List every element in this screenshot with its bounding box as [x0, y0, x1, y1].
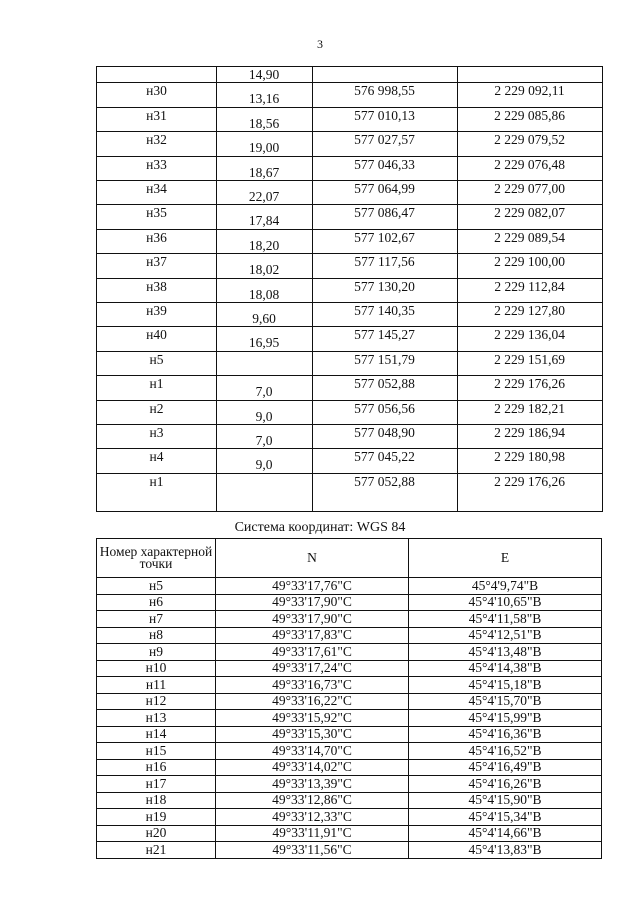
point-label: н40 — [146, 327, 167, 343]
row-divider — [97, 375, 602, 376]
point-number-cell: н21 — [97, 842, 216, 859]
row-divider — [97, 204, 602, 205]
table-row — [97, 594, 602, 611]
coordinate-y: 2 229 085,86 — [494, 107, 565, 123]
coordinate-x: 577 052,88 — [354, 376, 415, 392]
table-row — [97, 776, 602, 793]
longitude-cell: 45°4'15,34"В — [409, 809, 602, 826]
coordinate-y: 2 229 176,26 — [494, 473, 565, 489]
longitude-cell: 45°4'11,58"В — [409, 611, 602, 628]
coordinate-y: 2 229 151,69 — [494, 351, 565, 367]
point-label: н4 — [149, 449, 164, 465]
point-number-cell: н10 — [97, 660, 216, 677]
coordinate-x: 577 140,35 — [354, 303, 415, 318]
row-divider — [97, 473, 602, 474]
coordinate-x: 577 130,20 — [354, 278, 415, 294]
point-number-cell: н9 — [97, 644, 216, 661]
coordinate-x: 577 102,67 — [354, 229, 415, 245]
latitude-cell: 49°33'17,61"С — [216, 644, 409, 661]
header-point-number: Номер характерной точки — [97, 539, 216, 578]
segment-length: 9,0 — [255, 457, 273, 473]
coordinate-y: 2 229 077,00 — [494, 181, 565, 196]
latitude-cell: 49°33'16,22"С — [216, 693, 409, 710]
coordinate-y: 2 229 092,11 — [494, 83, 565, 99]
latitude-cell: 49°33'14,70"С — [216, 743, 409, 760]
point-label: н32 — [146, 132, 167, 148]
table-row — [97, 792, 602, 809]
longitude-cell: 45°4'13,83"В — [409, 842, 602, 859]
segment-length: 18,67 — [248, 164, 280, 180]
coordinate-x: 577 151,79 — [354, 351, 415, 367]
coordinate-x: 577 045,22 — [354, 449, 415, 465]
segment-length: 7,0 — [255, 433, 273, 448]
table-row — [97, 809, 602, 826]
latitude-cell: 49°33'11,91"С — [216, 825, 409, 842]
coordinate-y: 2 229 112,84 — [494, 278, 565, 294]
point-number-cell: н12 — [97, 693, 216, 710]
table-row — [97, 677, 602, 694]
longitude-cell: 45°4'16,49"В — [409, 759, 602, 776]
table-row — [97, 743, 602, 760]
row-divider — [97, 302, 602, 303]
segment-length: 13,16 — [248, 91, 280, 107]
longitude-cell: 45°4'14,66"В — [409, 825, 602, 842]
point-label: н2 — [149, 400, 164, 416]
coordinate-x: 577 117,56 — [354, 254, 415, 270]
page-number: 3 — [317, 37, 323, 51]
segment-length: 7,0 — [255, 384, 273, 400]
coordinate-y: 2 229 127,80 — [494, 303, 565, 318]
coordinates-table-wgs84 — [96, 538, 602, 859]
row-divider — [97, 400, 602, 401]
point-number-cell: н11 — [97, 677, 216, 694]
table-row — [97, 644, 602, 661]
coordinate-system-title: Система координат: WGS 84 — [234, 520, 406, 535]
longitude-cell: 45°4'13,48"В — [409, 644, 602, 661]
table-row — [97, 660, 602, 677]
point-number-cell: н15 — [97, 743, 216, 760]
latitude-cell: 49°33'17,90"С — [216, 594, 409, 611]
point-label: н1 — [149, 473, 164, 489]
point-number-cell: н5 — [97, 578, 216, 595]
point-number-cell: н8 — [97, 627, 216, 644]
longitude-cell: 45°4'14,38"В — [409, 660, 602, 677]
coordinate-y: 2 229 180,98 — [494, 449, 565, 465]
segment-length: 9,0 — [255, 408, 273, 424]
latitude-cell: 49°33'17,76"С — [216, 578, 409, 595]
segment-length: 18,20 — [248, 237, 280, 253]
point-number-cell: н13 — [97, 710, 216, 727]
coordinate-x: 577 048,90 — [354, 425, 415, 440]
latitude-cell: 49°33'12,33"С — [216, 809, 409, 826]
row-divider — [97, 82, 602, 83]
coordinate-x: 577 046,33 — [354, 156, 415, 172]
longitude-cell: 45°4'16,52"В — [409, 743, 602, 760]
segment-length: 17,84 — [248, 213, 280, 229]
segment-length: 9,60 — [252, 311, 276, 326]
point-number-cell: н19 — [97, 809, 216, 826]
row-divider — [97, 107, 602, 108]
longitude-cell: 45°4'12,51"В — [409, 627, 602, 644]
coordinate-x: 577 052,88 — [354, 473, 415, 489]
point-number-cell: н14 — [97, 726, 216, 743]
coordinate-x: 577 056,56 — [354, 400, 415, 416]
coordinate-x: 576 998,55 — [354, 83, 415, 99]
table-row — [97, 710, 602, 727]
coordinates-table-msk — [96, 66, 603, 512]
coordinate-y: 2 229 100,00 — [494, 254, 565, 270]
coordinate-x: 577 010,13 — [354, 107, 415, 123]
row-divider — [97, 131, 602, 132]
segment-length: 19,00 — [248, 140, 280, 156]
point-label: н33 — [146, 156, 167, 172]
latitude-cell: 49°33'17,83"С — [216, 627, 409, 644]
coordinate-y: 2 229 079,52 — [494, 132, 565, 148]
segment-length: 18,56 — [248, 115, 280, 131]
longitude-cell: 45°4'15,70"В — [409, 693, 602, 710]
point-label: н39 — [146, 303, 167, 318]
longitude-cell: 45°4'15,18"В — [409, 677, 602, 694]
coordinate-x: 577 027,57 — [354, 132, 415, 148]
longitude-cell: 45°4'16,36"В — [409, 726, 602, 743]
point-label: н3 — [149, 425, 164, 440]
header-n: N — [216, 539, 409, 578]
point-label: н34 — [146, 181, 167, 196]
row-divider — [97, 424, 602, 425]
row-divider — [97, 156, 602, 157]
table-header-row — [97, 539, 602, 578]
point-number-cell: н16 — [97, 759, 216, 776]
point-label: н38 — [146, 278, 167, 294]
row-divider — [97, 253, 602, 254]
row-divider — [97, 180, 602, 181]
point-number-cell: н6 — [97, 594, 216, 611]
coordinate-y: 2 229 182,21 — [494, 400, 565, 416]
point-label: н31 — [146, 107, 167, 123]
table-row — [97, 842, 602, 859]
coordinate-x: 577 145,27 — [354, 327, 415, 343]
point-label: н35 — [146, 205, 167, 221]
row-divider — [97, 326, 602, 327]
table-row — [97, 693, 602, 710]
point-label: н5 — [149, 351, 164, 367]
point-number-cell: н17 — [97, 776, 216, 793]
row-divider — [97, 351, 602, 352]
longitude-cell: 45°4'16,26"В — [409, 776, 602, 793]
table-row — [97, 611, 602, 628]
latitude-cell: 49°33'17,24"С — [216, 660, 409, 677]
coordinate-y: 2 229 186,94 — [494, 425, 565, 440]
coordinate-y: 2 229 136,04 — [494, 327, 565, 343]
row-divider — [97, 229, 602, 230]
coordinate-x: 577 086,47 — [354, 205, 415, 221]
longitude-cell: 45°4'9,74"В — [409, 578, 602, 595]
segment-length: 18,02 — [248, 262, 280, 278]
latitude-cell: 49°33'15,92"С — [216, 710, 409, 727]
latitude-cell: 49°33'17,90"С — [216, 611, 409, 628]
coordinate-y: 2 229 082,07 — [494, 205, 565, 221]
coordinate-x: 577 064,99 — [354, 181, 415, 196]
row-divider — [97, 278, 602, 279]
segment-length: 22,07 — [248, 189, 280, 204]
row-divider — [97, 448, 602, 449]
point-number-cell: н20 — [97, 825, 216, 842]
point-label: н1 — [149, 376, 164, 392]
header-e: E — [409, 539, 602, 578]
table-row — [97, 726, 602, 743]
segment-length: 18,08 — [248, 286, 280, 302]
latitude-cell: 49°33'11,56"С — [216, 842, 409, 859]
segment-length: 14,90 — [248, 67, 280, 82]
table-row — [97, 825, 602, 842]
segment-length: 16,95 — [248, 335, 280, 351]
point-label: н37 — [146, 254, 167, 270]
point-number-cell: н7 — [97, 611, 216, 628]
coordinate-y: 2 229 176,26 — [494, 376, 565, 392]
table-row — [97, 578, 602, 595]
longitude-cell: 45°4'15,90"В — [409, 792, 602, 809]
point-label: н36 — [146, 229, 167, 245]
longitude-cell: 45°4'10,65"В — [409, 594, 602, 611]
latitude-cell: 49°33'14,02"С — [216, 759, 409, 776]
table-row — [97, 627, 602, 644]
latitude-cell: 49°33'13,39"С — [216, 776, 409, 793]
table-row — [97, 759, 602, 776]
coordinate-y: 2 229 076,48 — [494, 156, 565, 172]
coordinate-y: 2 229 089,54 — [494, 229, 565, 245]
point-label: н30 — [146, 83, 167, 99]
latitude-cell: 49°33'15,30"С — [216, 726, 409, 743]
point-number-cell: н18 — [97, 792, 216, 809]
longitude-cell: 45°4'15,99"В — [409, 710, 602, 727]
latitude-cell: 49°33'16,73"С — [216, 677, 409, 694]
latitude-cell: 49°33'12,86"С — [216, 792, 409, 809]
